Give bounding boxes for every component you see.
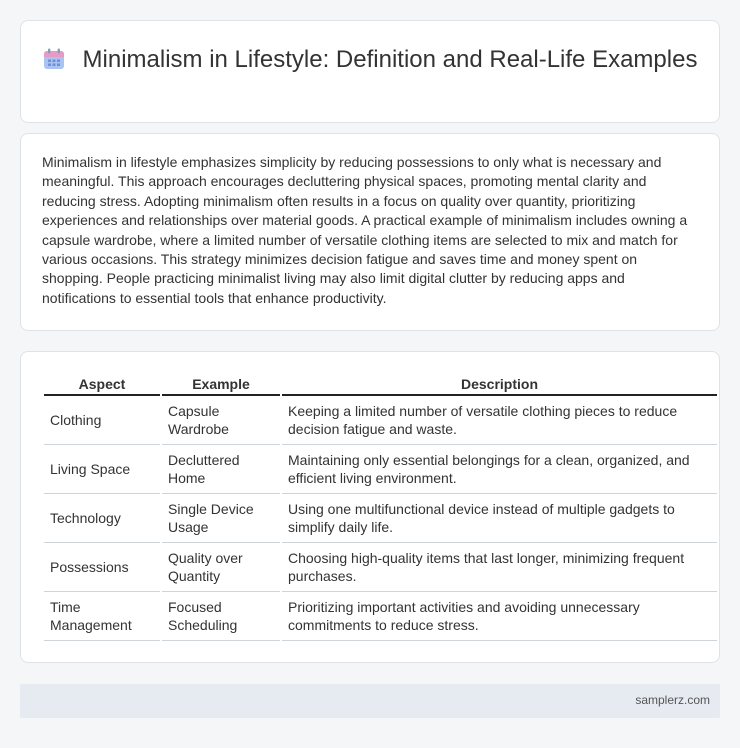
table-row: [44, 445, 717, 494]
cell-aspect: Time Management: [44, 592, 160, 641]
footer-bar: [20, 684, 720, 718]
cell-aspect: Possessions: [44, 543, 160, 592]
header-example: Example: [162, 374, 280, 396]
cell-description: Keeping a limited number of versatile clothing pieces to reduce decision fatigue and waste.: [282, 396, 717, 445]
cell-example: Decluttered Home: [162, 445, 280, 494]
cell-example: Capsule Wardrobe: [162, 396, 280, 445]
description-card: [20, 133, 720, 331]
page-title: Minimalism in Lifestyle: Definition and Real-Life Examples: [82, 46, 698, 73]
header-description: Description: [282, 374, 717, 396]
title-card: [20, 20, 720, 123]
table-row: [44, 592, 717, 641]
table-row: [44, 543, 717, 592]
table-row: [44, 494, 717, 543]
table-header-row: [44, 374, 717, 396]
cell-aspect: Living Space: [44, 445, 160, 494]
cell-example: Focused Scheduling: [162, 592, 280, 641]
examples-table: [42, 374, 719, 641]
table-row: [44, 396, 717, 445]
cell-example: Quality over Quantity: [162, 543, 280, 592]
table-card: [20, 351, 720, 663]
calendar-icon: [43, 48, 65, 70]
cell-description: Choosing high-quality items that last longer, minimizing frequent purchases.: [282, 543, 717, 592]
cell-description: Maintaining only essential belongings for a clean, organized, and efficient living environment.: [282, 445, 717, 494]
header-aspect: Aspect: [44, 374, 160, 396]
cell-description: Using one multifunctional device instead of multiple gadgets to simplify daily life.: [282, 494, 717, 543]
cell-description: Prioritizing important activities and avoiding unnecessary commitments to reduce stress.: [282, 592, 717, 641]
page-title-wrap: [21, 45, 719, 74]
cell-example: Single Device Usage: [162, 494, 280, 543]
cell-aspect: Technology: [44, 494, 160, 543]
cell-aspect: Clothing: [44, 396, 160, 445]
description-text: Minimalism in lifestyle emphasizes simplicity by reducing possessions to only what is necessary and meaningful. This approach encourages decluttering physical spaces, promoting mental clarity and reducing stress. Adopting minimalism often results in a focus on quality over quantity, prioritizing experiences and relationships over material goods. A practical example of minimalism includes owning a capsule wardrobe, where a limited number of versatile clothing items are selected to mix and match for various occasions. This strategy minimizes decision fatigue and saves time and money spent on shopping. People practicing minimalist living may also limit digital clutter by reducing apps and notifications to essential tools that enhance productivity.: [42, 154, 688, 306]
footer-site-link[interactable]: samplerz.com: [635, 693, 710, 707]
